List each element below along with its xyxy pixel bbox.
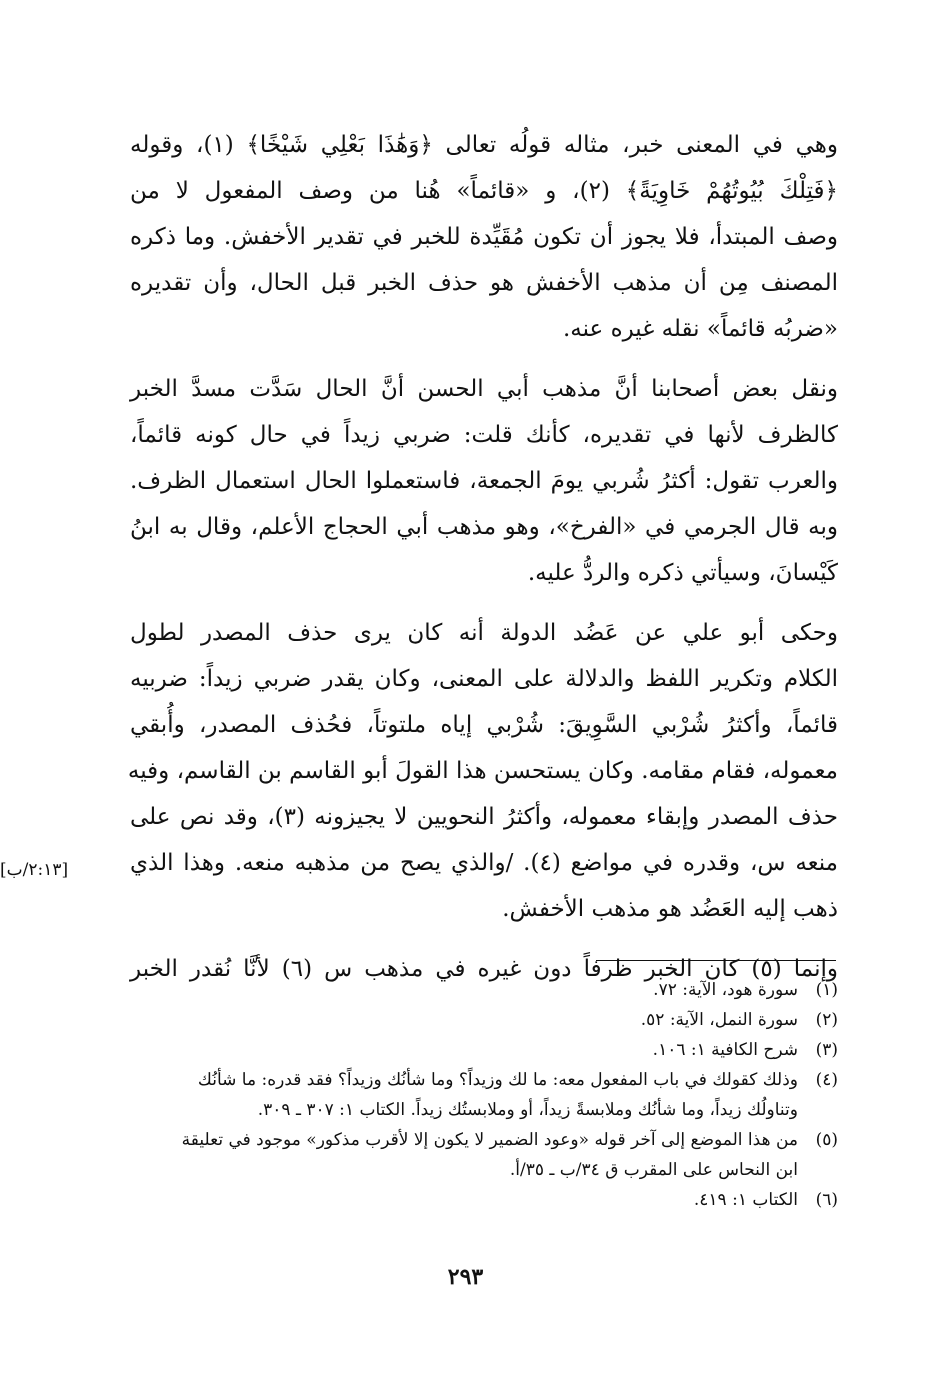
footnote-number: (٦) [815, 1190, 838, 1210]
text-line: كَيْسانَ، وسيأتي ذكره والردُّ عليه. [527, 560, 838, 586]
text-line: «ضربُه قائماً» نقله غيره عنه. [562, 316, 838, 342]
footnote [130, 1005, 838, 1035]
text-line: حذف المصدر وإبقاء معموله، وأكثرُ النحويين لا يجيزونه (٣)، وقد نص على [130, 804, 838, 830]
footnote [130, 1035, 838, 1065]
footnote-text: وذلك كقولك في باب المفعول معه: ما لك وزيداً؟ وما شأنُك وزيداً؟ فقد قدره: ما شأنُك [197, 1070, 798, 1090]
footnote-text: شرح الكافية ١: ١٠٦. [652, 1040, 798, 1060]
text-line: وحكى أبو علي عن عَضُد الدولة أنه كان يرى حذف المصدر لطول [130, 620, 838, 646]
footnote-text: ابن النحاس على المقرب ق ٣٤/ب ـ ٣٥/أ. [509, 1160, 798, 1180]
paragraph [130, 122, 838, 352]
marginal-folio-reference: [٢:١٣/ب] [0, 860, 69, 880]
paragraph [130, 366, 838, 596]
footnote-text: سورة النمل، الآية: ٥٢. [640, 1010, 798, 1030]
text-line: منعه س، وقدره في مواضع (٤). /والذي يصح من مذهبه منعه. وهذا الذي [130, 850, 839, 876]
main-text [127, 122, 839, 992]
page-number: ٢٩٣ [447, 1264, 484, 1290]
footnotes [130, 975, 838, 1215]
footnote [130, 975, 838, 1005]
text-line: وإنما (٥) كان الخبر ظرفاً دون غيره في مذهب س (٦) لأنَّا نُقدر الخبر [130, 956, 838, 982]
footnote-number: (٤) [815, 1070, 838, 1090]
footnote-separator [596, 960, 836, 961]
footnote-text: من هذا الموضع إلى آخر قوله «وعود الضمير لا يكون إلا لأقرب مذكور» موجود في تعليقة [181, 1130, 798, 1150]
paragraph [127, 610, 839, 932]
footnote-text: سورة هود، الآية: ٧٢. [653, 980, 798, 1000]
footnote-number: (٣) [815, 1040, 838, 1060]
text-line: والعرب تقول: أكثرُ شُربي يومَ الجمعة، فاستعملوا الحال استعمال الظرف. [130, 468, 838, 494]
text-line: قائماً، وأكثرُ شُرْبي السَّوِيقَ: شُرْبي إياه ملتوتاً، فحُذف المصدر، وأُبقي [130, 712, 838, 738]
text-line: المصنف مِن أن مذهب الأخفش هو حذف الخبر قبل الحال، وأن تقديره [130, 270, 838, 296]
footnote-number: (٢) [815, 1010, 838, 1030]
text-line: كالظرف لأنها في تقديره، كأنك قلت: ضربي زيداً في حال كونه قائماً، [130, 422, 838, 448]
text-line: ﴿فَتِلْكَ بُيُوتُهُمْ خَاوِيَةً﴾ (٢)، و «قائماً» هُنا من وصف المفعول لا من [130, 178, 838, 204]
footnote [130, 1065, 838, 1125]
text-line: وهي في المعنى خبر، مثاله قولُه تعالى ﴿وَهَٰذَا بَعْلِي شَيْخًا﴾ (١)، وقوله [130, 132, 838, 158]
footnote-text: الكتاب ١: ٤١٩. [693, 1190, 798, 1210]
footnote [130, 1185, 838, 1215]
text-line: ونقل بعض أصحابنا أنَّ مذهب أبي الحسن أنَّ الحال سَدَّت مسدَّ الخبر [130, 376, 838, 402]
footnote-number: (٥) [815, 1130, 838, 1150]
text-line: ذهب إليه العَضُد هو مذهب الأخفش. [502, 896, 838, 922]
footnote-number: (١) [815, 980, 838, 1000]
text-line: وبه قال الجرمي في «الفرخ»، وهو مذهب أبي الحجاج الأعلم، وقال به ابنُ [130, 514, 838, 540]
text-line: معموله، فقام مقامه. وكان يستحسن هذا القولَ أبو القاسم بن القاسم، وفيه [127, 758, 838, 784]
text-line: الكلام وتكرير اللفظ والدلالة على المعنى، وكان يقدر ضربي زيداً: ضربيه [130, 666, 838, 692]
text-line: وصف المبتدأ، فلا يجوز أن تكون مُقَيِّدة للخبر في تقدير الأخفش. وما ذكره [130, 224, 838, 250]
footnote-text: وتناولُك زيداً، وما شأنُك وملابسةً زيداً، أو وملابستُك زيداً. الكتاب ١: ٣٠٧ ـ ٣٠٩. [257, 1100, 798, 1120]
footnote [130, 1125, 838, 1185]
